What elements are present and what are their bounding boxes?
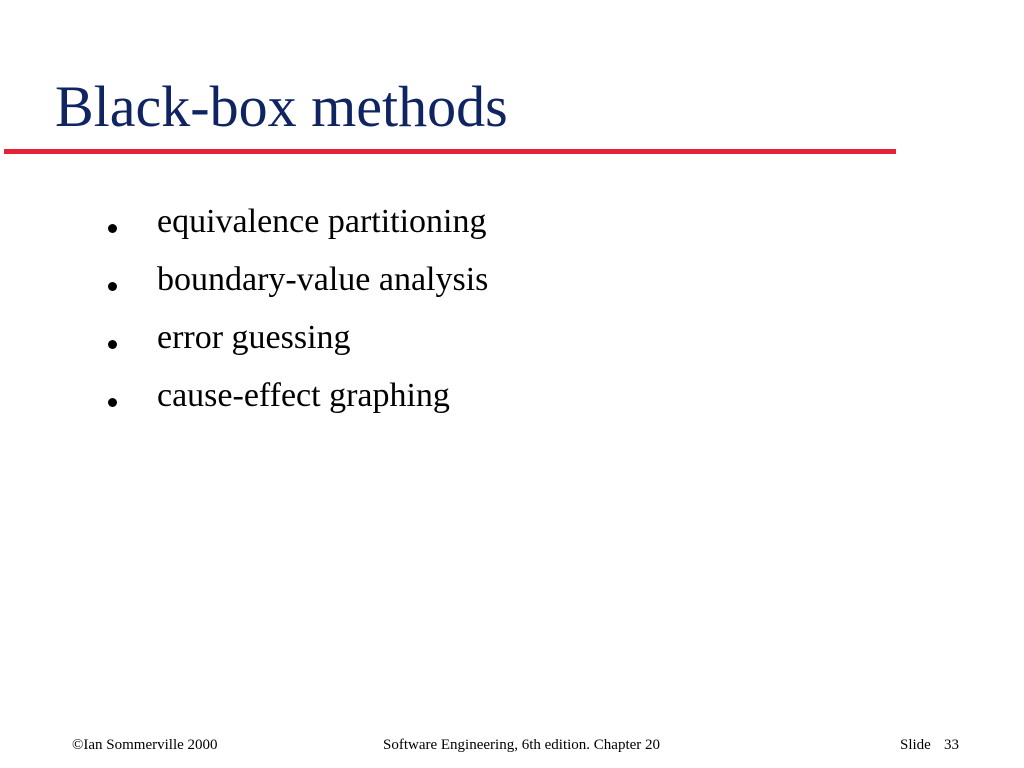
bullet-text: equivalence partitioning (157, 203, 487, 240)
bullet-list (0, 200, 1024, 432)
bullet-item (0, 200, 1024, 258)
title-underline-rule (4, 149, 896, 154)
bullet-dot-icon (108, 282, 117, 291)
footer-book-reference: Software Engineering, 6th edition. Chapter 20 (383, 737, 661, 753)
footer-slide-label: Slide (900, 737, 931, 753)
bullet-item (0, 316, 1024, 374)
bullet-item (0, 374, 1024, 432)
footer-slide-number: 33 (944, 737, 959, 753)
slide-footer (0, 737, 1024, 759)
bullet-dot-icon (108, 340, 117, 349)
bullet-item (0, 258, 1024, 316)
footer-copyright: ©Ian Sommerville 2000 (72, 737, 218, 753)
bullet-dot-icon (108, 398, 117, 407)
bullet-text: cause-effect graphing (157, 377, 450, 414)
bullet-text: error guessing (157, 319, 351, 356)
slide-title: Black-box methods (55, 74, 508, 139)
bullet-text: boundary-value analysis (157, 261, 489, 298)
bullet-dot-icon (108, 224, 117, 233)
